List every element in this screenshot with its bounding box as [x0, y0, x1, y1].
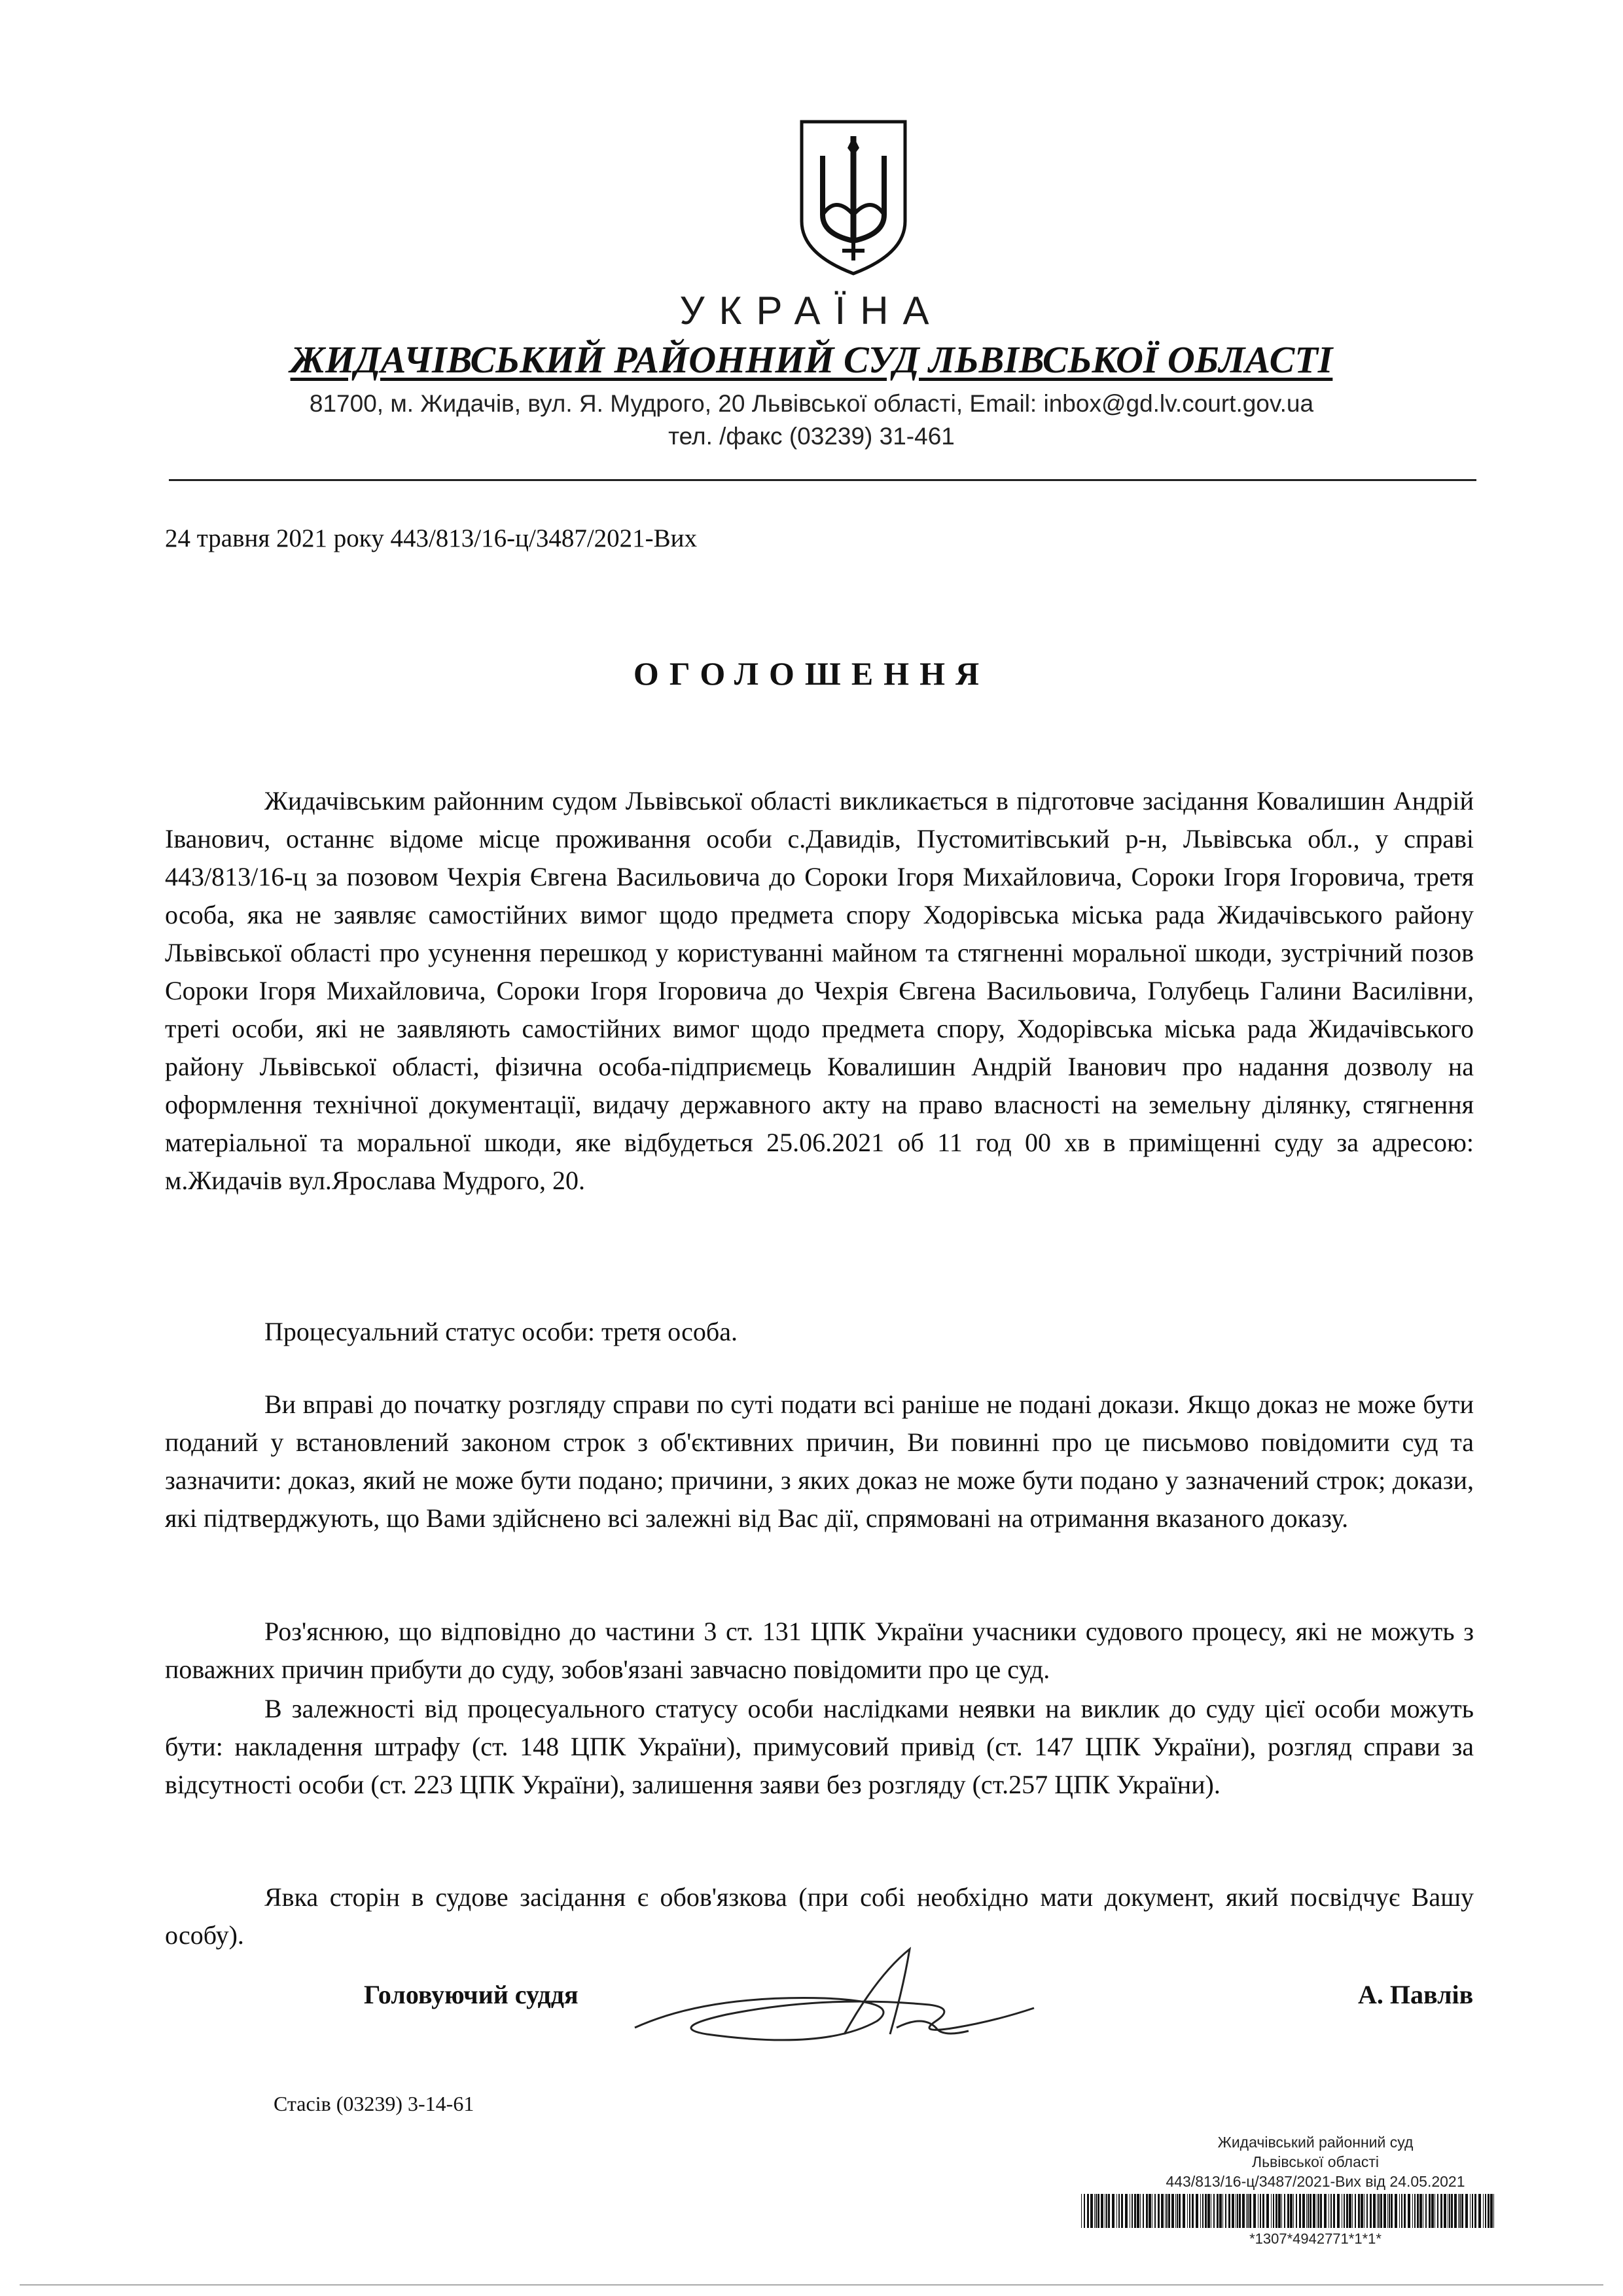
stamp-reference-line: 443/813/16-ц/3487/2021-Вих від 24.05.2021: [1166, 2173, 1465, 2190]
handwritten-signature-icon: [628, 1936, 1047, 2060]
outgoing-reference: 24 травня 2021 року 443/813/16-ц/3487/2021-Вих: [165, 524, 698, 552]
barcode-icon: [1080, 2194, 1499, 2228]
barcode-number: *1307*4942771*1*1*: [1249, 2231, 1382, 2247]
court-address: 81700, м. Жидачів, вул. Я. Мудрого, 20 Львівської області, Email: inbox@gd.lv.court.gov.ua: [309, 390, 1314, 417]
court-name: ЖИДАЧІВСЬКИЙ РАЙОННИЙ СУД ЛЬВІВСЬКОЇ ОБЛАСТІ: [290, 338, 1333, 381]
procedural-status-paragraph: Процесуальний статус особи: третя особа.: [264, 1317, 738, 1346]
registration-stamp: [1080, 2132, 1551, 2191]
judge-name: А. Павлів: [1358, 1980, 1474, 2009]
consequences-paragraph: В залежності від процесуального статусу особи наслідками неявки на виклик до суду цієї особи можуть бути: накладення штрафу (ст. 148 ЦПК України), примусовий привід (ст. 147 ЦПК України), розгляд справи за відсутності особи (ст. 223 ЦПК України), залишення заяви без розгляду (ст.257 ЦПК України).: [165, 1694, 1474, 1799]
court-phone: тел. /факс (03239) 31-461: [668, 423, 955, 450]
evidence-paragraph: Ви вправі до початку розгляду справи по суті подати всі раніше не подані докази. Якщо доказ не може бути поданий у встановлений законом строк з об'єктивних причин, Ви повинні про це письмово повідомити суд та зазначити: доказ, який не може бути подано; причини, з яких доказ не може бути подано у зазначений строк; докази, які підтверджують, що Вами здійснено всі залежні від Вас дії, спрямовані на отримання вказаного доказу.: [165, 1390, 1474, 1533]
trident-emblem-icon: [796, 117, 910, 278]
summons-paragraph: Жидачівським районним судом Львівської області викликається в підготовче засідання Ковалишин Андрій Іванович, останнє відоме місце проживання особи с.Давидів, Пустомитівський р-н, Львівська обл., у справі 443/813/16-ц за позовом Чехрія Євгена Васильовича до Сороки Ігоря Михайловича, Сороки Ігоря Ігоровича, третя особа, яка не заявляє самостійних вимог щодо предмета спору Ходорівська міська рада Жидачівського району Львівської області про усунення перешкод у користуванні майном та стягненні моральної шкоди, зустрічний позов Сороки Ігоря Михайловича, Сороки Ігоря Ігоровича до Чехрія Євгена Васильовича, Голубець Галини Василівни, треті особи, які не заявляють самостійних вимог щодо предмета спору, Ходорівська міська рада Жидачівського району Львівської області, фізична особа-підприємець Ковалишин Андрій Іванович про надання дозволу на оформлення технічної документації, видачу державного акту на право власності на земельну ділянку, стягнення матеріальної та моральної шкоди, яке відбудеться 25.06.2021 об 11 год 00 хв в приміщенні суду за адресою: м.Жидачів вул.Ярослава Мудрого, 20.: [165, 786, 1474, 1195]
header-divider: [169, 479, 1476, 481]
judge-title: Головуючий суддя: [364, 1980, 579, 2009]
attendance-paragraph: Явка сторін в судове засідання є обов'язкова (при собі необхідно мати документ, який посвідчує Вашу особу).: [165, 1882, 1474, 1950]
document-title: ОГОЛОШЕННЯ: [633, 655, 990, 692]
page-bottom-edge: [20, 2284, 1603, 2286]
stamp-court-line: Жидачівський районний суд: [1217, 2134, 1414, 2151]
executor-contact: Стасів (03239) 3-14-61: [274, 2092, 474, 2115]
notice-paragraph: Роз'яснюю, що відповідно до частини 3 ст. 131 ЦПК України учасники судового процесу, які не можуть з поважних причин прибути до суду, зобов'язані завчасно повідомити про це суд.: [165, 1617, 1474, 1684]
stamp-region-line: Львівської області: [1251, 2153, 1380, 2170]
country-name: УКРАЇНА: [679, 289, 944, 332]
